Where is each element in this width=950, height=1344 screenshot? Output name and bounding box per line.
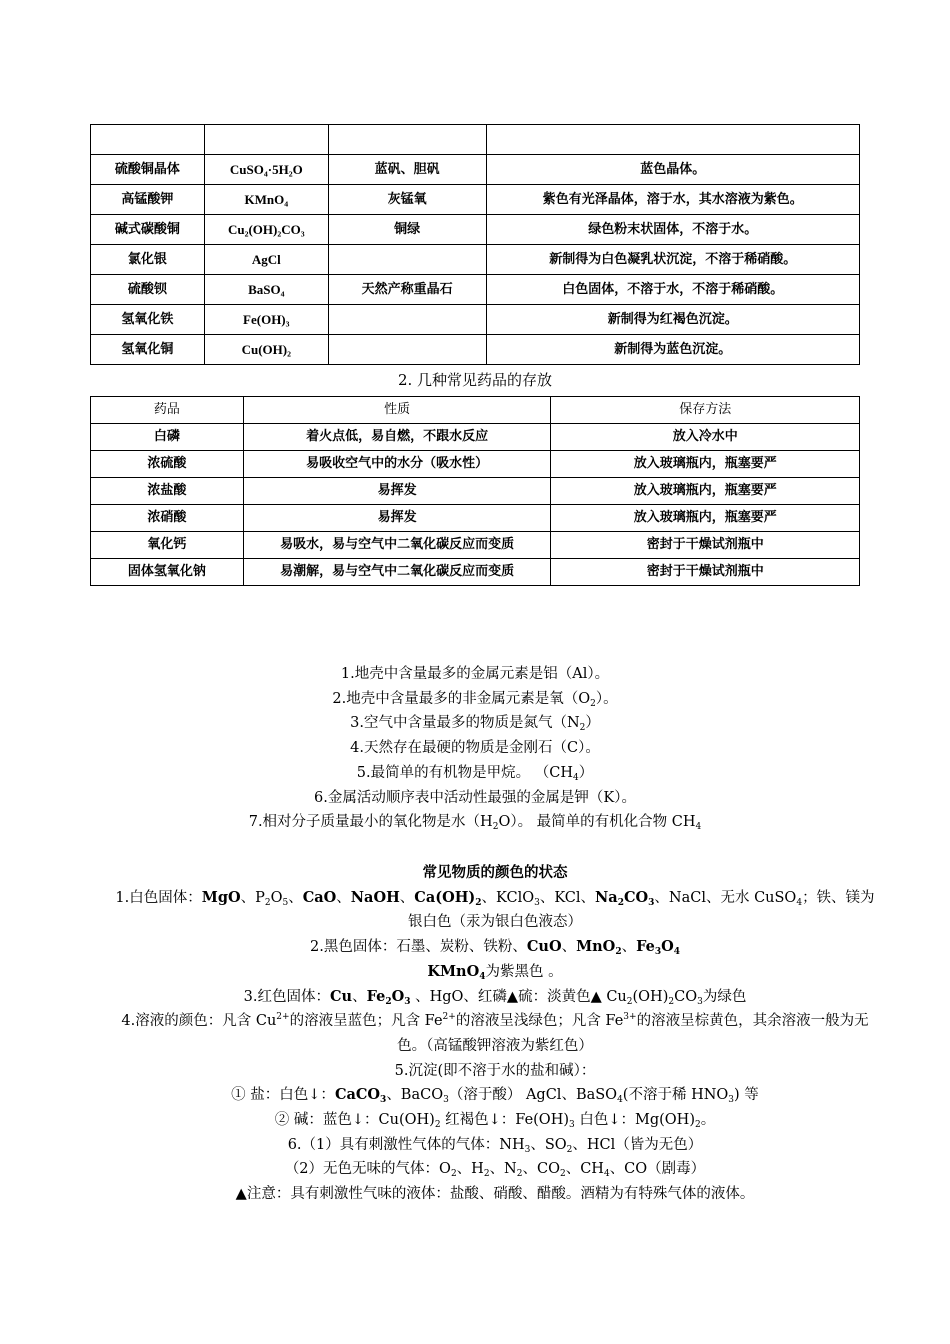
storage-drug: 白磷: [91, 424, 244, 451]
color-line-3: KMnO$_4$为紫黑色 。: [427, 962, 563, 982]
substance-formula: KMnO₄: [204, 185, 328, 215]
substance-alias: 灰锰氧: [328, 185, 486, 215]
storage-method: 放入玻璃瓶内，瓶塞要严: [551, 478, 860, 505]
substance-formula: CuSO₄·5H₂O: [204, 155, 328, 185]
substance-description: 新制得为白色凝乳状沉淀，不溶于稀硝酸。: [486, 245, 859, 275]
substance-row: [91, 185, 860, 215]
substance-alias: [328, 335, 486, 365]
fact-5: 5.最简单的有机物是甲烷。 $(CH_4)$: [356, 764, 594, 783]
storage-drug: 浓硝酸: [91, 505, 244, 532]
substance-formula: AgCl: [204, 245, 328, 275]
substance-description: 蓝色晶体。: [486, 155, 859, 185]
substance-row: [91, 215, 860, 245]
substance-name: 氢氧化铁: [91, 305, 205, 335]
facts-list: [95, 662, 855, 835]
substance-table: [90, 124, 860, 365]
substance-formula: Cu(OH)₂: [204, 335, 328, 365]
substance-name: 高锰酸钾: [91, 185, 205, 215]
storage-property: 易吸收空气中的水分（吸水性）: [243, 451, 551, 478]
colors-section: [115, 861, 875, 1207]
fact-3: 3.空气中含量最多的物质是氮气$(N_2)$: [350, 715, 600, 734]
substance-alias: 蓝矾、胆矾: [328, 155, 486, 185]
storage-drug: 氧化钙: [91, 532, 244, 559]
substance-alias: 铜绿: [328, 215, 486, 245]
fact-4: 4.天然存在最硬的物质是金刚石（C）。: [350, 740, 600, 757]
color-line-11: ▲注意：具有刺激性气味的液体：盐酸、硝酸、醋酸。酒精为有特殊气体的液体。: [235, 1186, 755, 1203]
storage-row: [91, 559, 860, 586]
color-line-4: 3.红色固体：Cu、$Fe_2O_3$ 、HgO、红磷▲硫：淡黄色▲ $Cu_2(OH)_2CO_3$为绿色: [243, 987, 747, 1007]
storage-row: [91, 505, 860, 532]
header-property: 性质: [243, 397, 551, 424]
substance-formula: Cu₂(OH)₂CO₃: [204, 215, 328, 245]
substance-description: 绿色粉末状固体，不溶于水。: [486, 215, 859, 245]
substance-row: [91, 155, 860, 185]
substance-alias: 天然产称重晶石: [328, 275, 486, 305]
substance-description: 紫色有光泽晶体，溶于水，其水溶液为紫色。: [486, 185, 859, 215]
storage-method: 放入玻璃瓶内，瓶塞要严: [551, 451, 860, 478]
substance-name: 碱式碳酸铜: [91, 215, 205, 245]
storage-row: [91, 532, 860, 559]
storage-row: [91, 451, 860, 478]
storage-property: 易挥发: [243, 478, 551, 505]
color-line-8: ② 碱：蓝色↓：$Cu(OH)_2$ 红褐色↓：$Fe(OH)_3$ 白色↓：$Mg(OH)_2$。: [274, 1112, 716, 1131]
storage-drug: 浓盐酸: [91, 478, 244, 505]
substance-description: 白色固体，不溶于水，不溶于稀硝酸。: [486, 275, 859, 305]
substance-alias: [328, 245, 486, 275]
fact-1: 1.地壳中含量最多的金属元素是铝（Al）。: [340, 666, 610, 682]
storage-method: 密封于干燥试剂瓶中: [551, 532, 860, 559]
substance-description: 新制得为红褐色沉淀。: [486, 305, 859, 335]
substance-row: [91, 335, 860, 365]
substance-formula: Fe(OH)₃: [204, 305, 328, 335]
substance-row: [91, 305, 860, 335]
substance-row: [91, 245, 860, 275]
substance-name: 硫酸钡: [91, 275, 205, 305]
storage-property: 易潮解，易与空气中二氧化碳反应而变质: [243, 559, 551, 586]
substance-description: 新制得为蓝色沉淀。: [486, 335, 859, 365]
fact-6: 6.金属活动顺序表中活动性最强的金属是钾（K）。: [314, 789, 636, 806]
color-line-9: 6.（1）具有刺激性气体的气体：$NH_3$、$SO_2$、HCl（皆为无色）: [287, 1136, 703, 1155]
header-storage: 保存方法: [551, 397, 860, 424]
substance-name: 氯化银: [91, 245, 205, 275]
color-line-10: （2）无色无味的气体：$O_2$、$H_2$、$N_2$、$CO_2$、$CH_4$、CO（剧毒）: [284, 1161, 706, 1180]
fact-2: 2.地壳中含量最多的非金属元素是氧$(O_2)$。: [332, 690, 618, 709]
colors-heading: 常见物质的颜色的状态: [422, 865, 568, 881]
substance-row: [91, 275, 860, 305]
storage-table: [90, 396, 860, 586]
storage-property: 着火点低，易自燃，不跟水反应: [243, 424, 551, 451]
color-line-6: 5.沉淀(即不溶于水的盐和碱）：: [394, 1062, 596, 1079]
storage-property: 易吸水，易与空气中二氧化碳反应而变质: [243, 532, 551, 559]
storage-drug: 浓硫酸: [91, 451, 244, 478]
storage-method: 放入冷水中: [551, 424, 860, 451]
substance-table-empty-header-row: [91, 125, 860, 155]
storage-property: 易挥发: [243, 505, 551, 532]
storage-drug: 固体氢氧化钠: [91, 559, 244, 586]
substance-formula: BaSO₄: [204, 275, 328, 305]
header-drug: 药品: [91, 397, 244, 424]
fact-7: 7.相对分子质量最小的氧化物是水$(H_2O)$。 最简单的有机化合物 $CH_4$: [248, 814, 702, 833]
color-line-2: 2.黑色固体：石墨、炭粉、铁粉、CuO、MnO$_2$、$Fe_3O_4$: [310, 938, 680, 958]
storage-method: 放入玻璃瓶内，瓶塞要严: [551, 505, 860, 532]
color-line-1: 1.白色固体：MgO、$P_2O_5$、CaO、NaOH、$Ca(OH)_2$、KClO$_3$、KCl、$Na_2CO_3$、NaCl、无水 CuSO$_4$；铁、镁为银白色（汞为银白色液态）: [115, 888, 875, 931]
storage-row: [91, 424, 860, 451]
color-line-5: 4.溶液的颜色：凡含 $Cu^{2+}$的溶液呈蓝色；凡含 $Fe^{2+}$的溶液呈浅绿色；凡含 $Fe^{3+}$的溶液呈棕黄色，其余溶液一般为无色。（高锰酸钾溶液为紫红色）: [121, 1012, 869, 1054]
substance-alias: [328, 305, 486, 335]
substance-name: 硫酸铜晶体: [91, 155, 205, 185]
storage-row: [91, 478, 860, 505]
storage-table-caption: 2. 几种常见药品的存放: [397, 371, 553, 389]
storage-table-header-row: [91, 397, 860, 424]
color-line-7: ① 盐：白色↓：CaCO$_3$、BaCO$_3$（溶于酸） AgCl、BaSO$_4$(不溶于稀 $HNO_3$) 等: [231, 1086, 759, 1106]
substance-name: 氢氧化铜: [91, 335, 205, 365]
storage-method: 密封于干燥试剂瓶中: [551, 559, 860, 586]
